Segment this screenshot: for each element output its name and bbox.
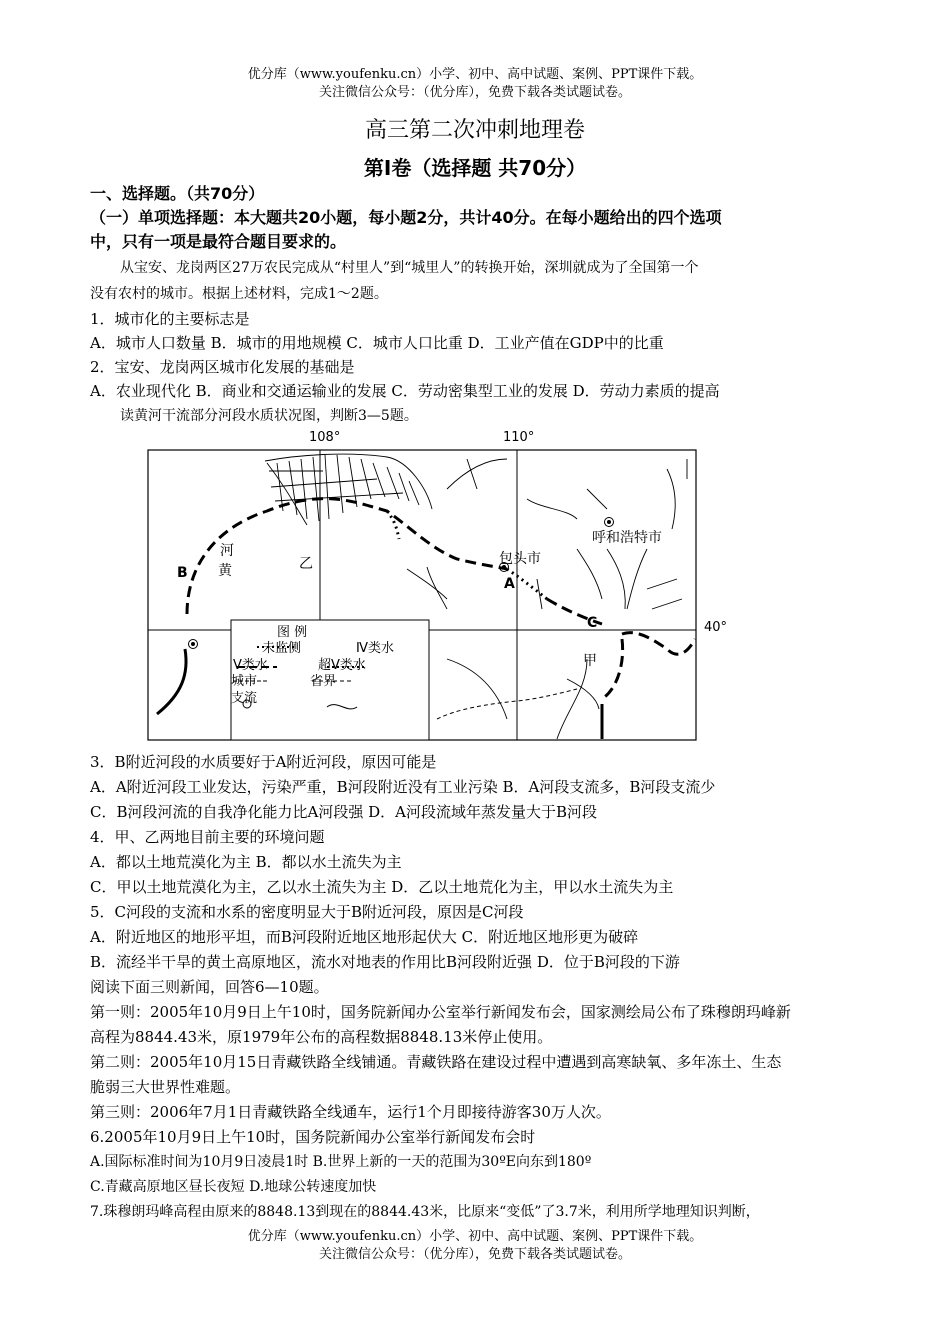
question-6-options-ab: A.国际标准时间为10月9日凌晨1时 B.世界上新的一天的范围为30ºE向东到180º — [90, 1154, 592, 1170]
legend-city: 城市 — [231, 674, 258, 689]
footer-line-1: 优分库（www.youfenku.cn）小学、初中、高中试题、案例、PPT课件下载。 — [247, 1229, 703, 1244]
intro-line-2: 没有农村的城市。根据上述材料，完成1～2题。 — [90, 286, 388, 302]
question-3-options-ab: A．A附近河段工业发达，污染严重，B河段附近没有工业污染 B．A河段支流多，B河段支流少 — [90, 778, 716, 796]
legend-boundary: 省界 — [310, 674, 337, 689]
lon-108-label: 108° — [309, 430, 341, 445]
legend-iv: Ⅳ类水 — [356, 641, 394, 656]
river-dotted-branch — [387, 511, 399, 539]
question-6-options-cd: C.青藏高原地区昼长夜短 D.地球公转速度加快 — [90, 1179, 377, 1195]
news-2-line-2: 脆弱三大世界性难题。 — [90, 1078, 241, 1096]
point-c-label: C — [587, 615, 598, 631]
question-7: 7.珠穆朗玛峰高程由原来的8848.13到现在的8844.43米，比原来“变低”了3.7米，利用所学地理知识判断， — [90, 1204, 760, 1220]
question-4-options-cd: C．甲以土地荒漠化为主，乙以水土流失为主 D．乙以土地荒化为主，甲以水土流失为主 — [90, 878, 674, 896]
section-instructions-1: （一）单项选择题：本大题共20小题，每小题2分，共计40分。在每小题给出的四个选项 — [90, 208, 722, 227]
question-4: 4．甲、乙两地目前主要的环境问题 — [90, 828, 325, 846]
river-label-he: 河 — [220, 543, 234, 559]
legend-v: Ⅴ类水 — [233, 658, 268, 673]
footer-line-2: 关注微信公众号：（优分库），免费下载各类试题试卷。 — [318, 1247, 631, 1262]
river-label-huang: 黄 — [218, 563, 232, 579]
legend-title: 图 例 — [277, 625, 308, 640]
question-1: 1．城市化的主要标志是 — [90, 310, 250, 328]
question-1-options: A．城市人口数量 B．城市的用地规模 C．城市人口比重 D．工业产值在GDP中的比重 — [90, 334, 664, 352]
question-3: 3．B附近河段的水质要好于A附近河段，原因可能是 — [90, 753, 437, 771]
question-5: 5．C河段的支流和水系的密度明显大于B附近河段，原因是C河段 — [90, 903, 524, 921]
news-3: 第三则：2006年7月1日青藏铁路全线通车，运行1个月即接待游客30万人次。 — [90, 1103, 611, 1121]
map-intro: 读黄河干流部分河段水质状况图，判断3—5题。 — [120, 408, 418, 424]
point-a-label: A — [504, 576, 515, 592]
river-lower-south — [602, 639, 623, 699]
question-3-options-cd: C．B河段河流的自我净化能力比A河段强 D．A河段流域年蒸发量大于B河段 — [90, 803, 597, 821]
news-1-line-1: 第一则：2005年10月9日上午10时，国务院新闻办公室举行新闻发布会，国家测绘局公布了珠穆朗玛峰新 — [90, 1003, 791, 1021]
intro-line-1: 从宝安、龙岗两区27万农民完成从“村里人”到“城里人”的转换开始，深圳就成为了全国第一个 — [120, 260, 699, 276]
yellow-river-map — [147, 449, 697, 741]
point-b-label: B — [177, 565, 188, 581]
river-v-segment — [187, 499, 507, 614]
header-line-2: 关注微信公众号：（优分库），免费下载各类试题试卷。 — [318, 85, 631, 100]
question-4-options-ab: A．都以土地荒漠化为主 B．都以水土流失为主 — [90, 853, 402, 871]
news-2-line-1: 第二则：2005年10月15日青藏铁路全线铺通。青藏铁路在建设过程中遭遇到高寒缺氧、多年冻土、生态 — [90, 1053, 782, 1071]
lat-40-label: 40° — [704, 620, 728, 635]
news-intro: 阅读下面三则新闻，回答6—10题。 — [90, 978, 329, 996]
lon-110-label: 110° — [503, 430, 535, 445]
legend-super-v: 超Ⅴ类水 — [318, 658, 366, 673]
river-lower-east — [622, 633, 695, 655]
region-yi-label: 乙 — [299, 556, 313, 572]
page-title: 高三第二次冲刺地理卷 — [364, 118, 585, 143]
legend-tributary: 支流 — [231, 691, 258, 706]
section-instructions-2: 中，只有一项是最符合题目要求的。 — [90, 232, 347, 251]
region-jia-label: 甲 — [583, 653, 597, 669]
hohhot-label: 呼和浩特市 — [592, 530, 662, 546]
baotou-label: 包头市 — [499, 551, 541, 567]
news-1-line-2: 高程为8844.43米，原1979年公布的高程数据8848.13米停止使用。 — [90, 1028, 553, 1046]
question-5-options-ac: A．附近地区的地形平坦，而B河段附近地区地形起伏大 C．附近地区地形更为破碎 — [90, 928, 639, 946]
tributary-network — [265, 454, 432, 525]
question-2: 2．宝安、龙岗两区城市化发展的基础是 — [90, 358, 355, 376]
section-heading: 一、选择题。（共70分） — [90, 184, 265, 203]
legend-unmonitored: 未监侧 — [262, 641, 302, 656]
part-title: 第Ⅰ卷（选择题 共70分） — [363, 156, 587, 180]
question-5-options-bd: B．流经半干旱的黄土高原地区，流水对地表的作用比B河段附近强 D．位于B河段的下游 — [90, 953, 680, 971]
question-2-options: A．农业现代化 B．商业和交通运输业的发展 C．劳动密集型工业的发展 D．劳动力素质的提高 — [90, 382, 720, 400]
header-line-1: 优分库（www.youfenku.cn）小学、初中、高中试题、案例、PPT课件下载。 — [247, 67, 703, 82]
river-west-solid — [157, 649, 186, 714]
province-boundary — [437, 689, 577, 719]
question-6: 6.2005年10月9日上午10时，国务院新闻办公室举行新闻发布会时 — [90, 1128, 536, 1146]
